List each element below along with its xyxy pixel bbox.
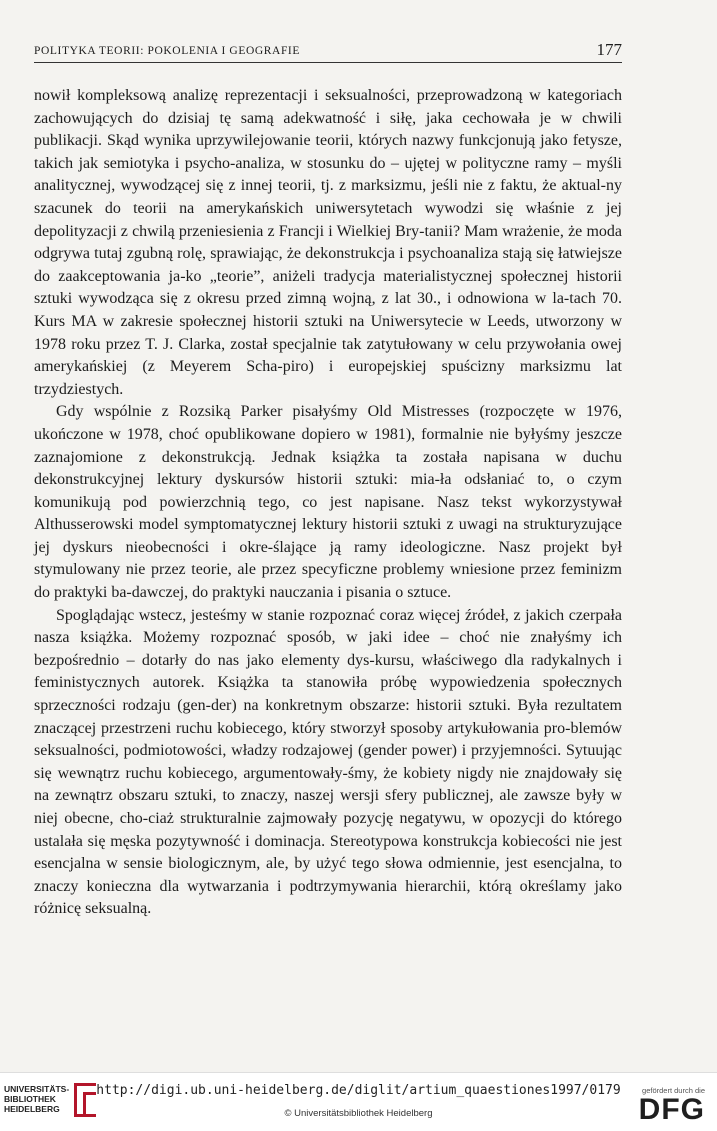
running-title: POLITYKA TEORII: POKOLENIA I GEOGRAFIE xyxy=(34,45,300,57)
running-header xyxy=(34,42,622,63)
library-name-line: UNIVERSITÄTS- xyxy=(4,1084,70,1094)
digitization-footer xyxy=(0,1072,717,1131)
paragraph: nowił kompleksową analizę reprezentacji i seksualności, przeprowadzoną w kategoriach zachowujących do dzisiaj tę samą adekwatność i siłę, jaka cechowała je w chwili publikacji. Skąd wynika uprzywilejowanie teorii, których nazwy funkcjonują jako fetysze, takich jak semiotyka i psycho-analiza, w stosunku do – ujętej w polityczne ramy – myśli analitycznej, wywodzącej się z innej teorii, tj. z marksizmu, jeśli nie z faktu, że aktual-ny szacunek do teorii na amerykańskich uniwersytetach wywodzi się właśnie z jej depolityzacji z chwilą przeniesienia z Francji i Wielkiej Bry-tanii? Mam wrażenie, że moda odgrywa tutaj zgubną rolę, sprawiając, że dekonstrukcja i psychoanaliza stają się łatwiejsze do zaakceptowania ja-ko „teorie”, aniżeli tradycja materialistycznej społecznej historii sztuki wywodząca się z okresu przed zimną wojną, z lat 30., i odnowiona w la-tach 70. Kurs MA w zakresie społecznej historii sztuki na Uniwersytecie w Leeds, utworzony w 1978 roku przez T. J. Clarka, został specjalnie tak zatytułowany w celu przywołania owej amerykańskiej (z Meyerem Scha-piro) i europejskiej spuścizny marksizmu lat trzydziestych. xyxy=(34,87,622,398)
page-number: 177 xyxy=(596,40,622,59)
library-name-line: HEIDELBERG xyxy=(4,1104,60,1114)
paragraph: Spoglądając wstecz, jesteśmy w stanie rozpoznać coraz więcej źródeł, z jakich czerpała nasza książka. Możemy rozpoznać sposób, w jaki idee – choć nie znałyśmy ich bezpośrednio – dotarły do nas jako elementy dys-kursu, właściwego dla radykalnych i feministycznych autorek. Książka ta stanowiła próbę wypowiedzenia społecznych sprzeczności rodzaju (gen-der) na konkretnym obszarze: historii sztuki. Była rezultatem znaczącej przestrzeni ruchu kobiecego, który stworzył sposoby artykułowania pro-blemów seksualności, podmiotowości, władzy rodzajowej (gender power) i przyjemności. Sytuując się wewnątrz ruchu kobiecego, argumentowały-śmy, że kobiety nigdy nie znajdowały się na zewnątrz obszaru sztuki, to znaczy, naszej wersji sfery publicznej, ale zawsze były w niej obecne, cho-ciaż strukturalnie zajmowały pozycję negatywu, w opozycji do którego ustalała się męska pozytywność i dominacja. Stereotypowa konstrukcja kobiecości nie jest esencjalna w sensie biologicznym, ale, by użyć tego słowa odmiennie, jest esencjalna, to znaczy konieczna dla wytwarzania i podtrzymywania hierarchii, którą określamy jako różnicę seksualną. xyxy=(34,606,622,918)
sponsor-note: gefördert durch die xyxy=(642,1086,705,1095)
permalink-url[interactable]: http://digi.ub.uni-heidelberg.de/diglit/artium_quaestiones1997/0179 xyxy=(96,1083,621,1098)
body-text xyxy=(34,85,622,921)
dfg-logo: DFG xyxy=(638,1093,705,1126)
library-name-line: BIBLIOTHEK xyxy=(4,1094,56,1104)
copyright-notice: © Universitätsbibliothek Heidelberg xyxy=(284,1108,433,1119)
paragraph: Gdy wspólnie z Rozsiką Parker pisałyśmy Old Mistresses (rozpoczęte w 1976, ukończone w 1978, choć opublikowane dopiero w 1981), formalnie nie byłyśmy jeszcze zaznajomione z dekonstrukcją. Jednak książka ta została napisana w duchu dekonstrukcyjnej lektury dyskursów historii sztuki: mia-ła odsłaniać to, o czym komunikują pod powierzchnią tego, co jest napisane. Nasz tekst wykorzystywał Althusserowski model symptomatycznej lektury historii sztuki z uwagi na strukturyzujące jej dyskurs nieobecności i okre-ślające ją ramy ideologiczne. Nasz projekt był stymulowany nie przez teorie, ale przez specyficzne problemy wniesione przez feminizm do praktyki ba-dawczej, do praktyki nauczania i pisania o sztuce. xyxy=(34,403,622,602)
